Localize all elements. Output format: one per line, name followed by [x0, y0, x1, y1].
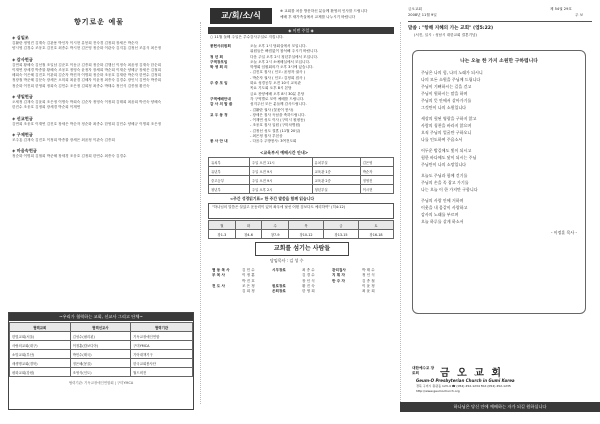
- offerings-title: 향기로운 예물: [74, 18, 125, 26]
- news-text: 학생회 임원회의가 오후 3시에 있습니다.: [250, 65, 314, 70]
- poem-box: [412, 50, 586, 314]
- poem-line: 사람의 칭찬을 바라지 않으며: [421, 123, 472, 128]
- table-row: [209, 158, 394, 167]
- reading-range: 창13-15: [324, 230, 359, 239]
- website: http://www.geumochurch.org: [416, 389, 460, 393]
- news-label: 학 생 회 의: [210, 65, 228, 70]
- news-label: 구역장모임: [210, 59, 228, 64]
- table-cell: 평화교회(강원): [10, 368, 71, 377]
- table-cell: 주일 오후 2시: [249, 185, 312, 194]
- reading-range: 창1-3: [209, 230, 236, 239]
- poem-line: 그것만이 나의 소원입니다: [421, 105, 467, 110]
- table-row: [209, 185, 394, 194]
- news-text: 목요 기도회 오후 8시 본당: [250, 86, 292, 91]
- reading-day: 월: [209, 221, 236, 230]
- table-cell: 박민수(태국): [70, 350, 131, 359]
- section-line: 김연희 조웅호 이재연 김진호 장세은 박순자 정순화 최종수 한영희 김민수 양혜규 이명희 조은정: [12, 121, 162, 126]
- partners-box: [8, 312, 194, 410]
- news-text: - 다음주 주방봉사: 3여전도회: [250, 139, 297, 144]
- staff-cell: [332, 289, 362, 294]
- table-cell: 청년부: [209, 185, 250, 194]
- news-title: 교/회/소/식: [210, 8, 272, 24]
- table-row: [10, 359, 193, 368]
- sermon-title: 말씀 : "항해 지혜의 가는 교회" (엡5:22): [408, 26, 494, 31]
- table-cell: 정영진: [360, 176, 393, 185]
- address: 경북 구미시 원평동 123-4 ☎ (054) 452-1234 FAX (054) 452-1235: [416, 384, 511, 388]
- table-cell: 소망교회(부산): [10, 350, 71, 359]
- table-cell: 유치부실: [312, 158, 360, 167]
- week-bar: ◈ 이번 주일 ◈: [208, 27, 394, 34]
- section-head: ◈ 십일조: [12, 35, 29, 40]
- news-label: 교 우 동 정: [210, 112, 228, 117]
- staff-cell: 반 주 자: [332, 278, 345, 283]
- staff-cell: 시무장로: [272, 268, 286, 272]
- table-cell: 조영식(인도): [70, 368, 131, 377]
- poem-line: 감사의 노래를 부르며: [421, 212, 459, 217]
- table-cell: 교육관 2층: [312, 176, 360, 185]
- reading-day: 토: [358, 221, 393, 230]
- poem-title: 나는 오늘 한 가지 소원만 구하렵니다: [460, 59, 538, 64]
- poem-line: 주님의 뜻 안에서 살아가기를: [421, 98, 472, 103]
- news-label: 구역예배안내: [210, 96, 231, 101]
- staff-cell: 김 민 수: [242, 268, 255, 272]
- section-head: ◈ 감사헌금: [12, 56, 33, 62]
- table-cell: 교육관 1층: [312, 167, 360, 176]
- table-cell: 이정훈(캄보디아): [70, 341, 131, 350]
- news-text: 화요 성경공부 오전 10시 교육관: [250, 81, 301, 86]
- news-text: 각 구역별로 모여 예배를 드립니다.: [250, 96, 305, 101]
- schedule-table: [208, 157, 394, 194]
- poem-line: 주님이 기뻐하시는 길을 걷고: [421, 84, 472, 89]
- date-line: 2008년 11월 9일: [408, 13, 437, 17]
- poem-line: 오늘도 주님과 함께 걷기를: [421, 173, 468, 178]
- reading-range: 창4-6: [235, 230, 262, 239]
- poem-line: 주님만이 나의 소망입니다: [421, 162, 467, 167]
- table-cell: 중고등부: [209, 176, 250, 185]
- poem-line: 주님의 손을 꼭 잡고 가기를: [421, 180, 469, 185]
- table-cell: 월드비전: [131, 368, 193, 377]
- news-text: - 장세은 집사 득남을 축하드립니다.: [250, 112, 306, 117]
- poem-lines: [421, 69, 577, 236]
- reading-range: 창16-18: [358, 230, 393, 239]
- reading-day: 목: [289, 221, 324, 230]
- news-text: - 최은정 집사 부친상: [250, 134, 283, 139]
- section-head: ◈ 선교헌금: [12, 115, 33, 121]
- weekly-label: 주 보: [575, 13, 584, 17]
- schedule-note: <주간 성경읽기표> 한 주간 말씀을 함께 읽습니다: [230, 196, 314, 201]
- section-line: 이재연 장세경 박종률 황혜숙 조웅호 정영숙 윤정자 장세희 박순희 이재순 양혜규 장세은 김철희: [12, 67, 162, 72]
- section-line: 오세정 김재숙 김윤희 조은정 이명숙 박희숙 김순자 정영숙 이정희 김태희 최윤희 박진숙 양혜숙: [12, 100, 162, 105]
- staff-cell: 이 윤 정: [362, 283, 375, 288]
- table-cell: 주일 오전 9시: [249, 167, 312, 176]
- staff-cell: 박 태 수: [362, 268, 375, 272]
- staff-row: [212, 289, 396, 294]
- staff-cell: 원로장로: [272, 283, 286, 288]
- section-line: 조주홍 김재숙 김진호 이정희 박종률 장세은 최윤정 이관숙 김종희: [12, 137, 115, 142]
- news-item: [210, 139, 396, 144]
- table-cell: 유년부: [209, 167, 250, 176]
- news-text: 섬겨주신 모든 분들께 감사드립니다.: [250, 102, 307, 107]
- table-row: [10, 341, 193, 350]
- motto: 하나님은 당신 안에 예배하는 자가 되길 원하십니다: [453, 404, 547, 409]
- issue-number: 제 54권 29호: [550, 7, 572, 11]
- news-text: - 박순자 권사 ( 인도: 김정희 집사 ): [250, 75, 305, 80]
- poem-line: 이웃을 내 몸같이 사랑하고: [421, 205, 468, 210]
- table-row: [209, 176, 394, 185]
- poem-line: 주님의 사랑 안에 거하며: [421, 198, 464, 203]
- staff-cell: 조 은 정: [242, 283, 255, 288]
- poem-line: 험한 바다에도 닻이 되시는 주님: [421, 155, 477, 160]
- table-row: [10, 332, 193, 341]
- table-cell: 김성수(필리핀): [70, 332, 131, 341]
- table-cell: 주일 오전 11시: [249, 158, 312, 167]
- staff-sub: 담임목사 : 김 성 수: [270, 258, 304, 263]
- offerings-sections: [12, 30, 192, 160]
- news-text: - 이재연 성도 이사 (구미시 원평동): [250, 118, 305, 123]
- staff-cell: 황 진 숙: [302, 283, 315, 288]
- offerings-column: [0, 0, 200, 424]
- header-note: ※ 교회를 처음 방문하신 분들께 환영의 인사를 드립니다: [280, 9, 368, 13]
- church-block: [408, 364, 594, 394]
- section-line: 정장철 박준혜 김문숙 장세은 오미희 최윤경 김혜자 이윤정 최종숙 김경수 장인식 김연숙 박종희: [12, 78, 162, 83]
- section-line: 양시영 김경수 조웅호 김진호 최종수 박시현 김은영 정순화 이관숙 김지흥 김정선 조흥식 최은정: [12, 46, 162, 51]
- table-cell: 기독교장애인연합: [131, 332, 193, 341]
- poem-line: 어두운 밤길에도 빛이 되시고: [421, 148, 472, 153]
- partners-table: [9, 322, 193, 377]
- reading-day: 금: [324, 221, 359, 230]
- header-note: 예배 후 새가족실에서 교제를 나누시기 바랍니다: [280, 15, 356, 19]
- staff-cell: 관리집사: [332, 268, 346, 272]
- col-header: 협력선교사: [70, 323, 131, 332]
- staff-cell: 김 종 철: [362, 278, 375, 283]
- news-label: 청 년 회: [210, 54, 223, 59]
- section-line: 김활란 정영진 김계숙 김관용 박인자 이시현 유봉희 전숙경 김정희 장세은 박순자: [12, 41, 138, 45]
- table-cell: 구미YMCA: [131, 341, 193, 350]
- news-text: - 김정선 성도 결혼 (11월 20일): [250, 128, 301, 133]
- staff-cell: 부 목 사: [212, 273, 225, 278]
- table-row: [10, 368, 193, 377]
- table-cell: 정은혜(몽골): [70, 359, 131, 368]
- partners-note: 협력기관: 기독교장애인연합회 | 구미YMCA: [68, 381, 134, 385]
- news-label: 주 중 모 임: [210, 81, 228, 86]
- staff-cell: 정 인 식: [362, 273, 375, 278]
- section-head: ◈ 마음속헌금: [12, 148, 37, 154]
- week-line: ○ 11월 둘째 주일은 추수감사주일로 지킵니다.: [210, 35, 284, 39]
- staff-cell: 은퇴장로: [272, 289, 286, 294]
- poem-line: 나를 인도하여 주옵소서: [421, 137, 463, 142]
- poem-line: 주님이 원하시는 말을 하며: [421, 91, 468, 96]
- news-text: 오늘 오후 1시 당회실에서 모입니다.: [250, 44, 307, 48]
- staff-cell: 최 윤 희: [362, 289, 375, 294]
- table-cell: 유치부: [209, 158, 250, 167]
- news-list: [210, 44, 396, 145]
- news-text: - 김활란 권사 (꽃꽂이 봉사): [250, 107, 294, 112]
- table-cell: 새생명교회(경북): [10, 359, 71, 368]
- verse-box: [208, 203, 394, 219]
- poem-line: - 이정훈 목사 -: [550, 230, 577, 235]
- news-label: 감 사 의 말 씀: [210, 102, 233, 107]
- reading-table: [208, 220, 394, 239]
- section-line: 정순화 이진희 한영희 정희숙 김민수 조은정 김희정 최종수 박태수 정인식 김종철 황진숙: [12, 83, 150, 88]
- poem-line: 주님은 나의 힘, 나의 노래가 되시니: [421, 70, 483, 75]
- reading-day: 화: [235, 221, 262, 230]
- poem-line: 나의 모든 소원을 주님께 드립니다: [421, 77, 481, 82]
- rule: [408, 21, 592, 22]
- bottom-bar: [400, 402, 600, 412]
- sermon-sub: (서진, 일시 : 성남시 대한교회 결혼기념): [414, 33, 477, 37]
- church-english: Geum-O Presbyterian Church in Gumi Korea: [416, 378, 515, 383]
- news-column: [200, 0, 400, 424]
- reading-day: 수: [262, 221, 289, 230]
- verse-text: "하나님의 말씀은 살았고 운동력이 있어 좌우에 날선 어떤 검보다도 예리하여" (히4:12): [212, 205, 346, 209]
- table-cell: 사랑의교회(대구): [10, 341, 71, 350]
- poem-line: 세상의 헛된 영광을 구하지 않고: [421, 116, 477, 121]
- section-head: ◈ 구제헌금: [12, 131, 33, 137]
- news-text: 금요 찬양예배 오후 8시 30분 본당: [250, 91, 305, 96]
- news-text: 위원들은 빠짐없이 참석해 주시기 바랍니다.: [250, 49, 319, 54]
- poem-line: 나는 오늘 이 한 가지만 구합니다: [421, 187, 478, 192]
- staff-cell: 지 휘 자: [332, 273, 345, 278]
- col-header: 협력기관: [131, 323, 193, 332]
- denomination: 대한예수교 장로회: [412, 366, 435, 375]
- section-line: 정순화 이명희 김철희 박준혜 장세경 조웅호 김정희 한연수 최종숙 김경수: [12, 154, 127, 159]
- col-header: 협력교회: [10, 323, 71, 332]
- news-text: 오늘 오후 2시 소예배실에서 모입니다.: [250, 59, 311, 64]
- staff-title: 교회를 섬기는 사람들: [255, 242, 349, 256]
- news-label: 봉 사 안 내: [210, 139, 228, 144]
- news-text: - 김진호 집사 ( 인도: 윤정자 권사 ): [250, 70, 305, 75]
- table-cell: 청년부실: [312, 185, 360, 194]
- staff-cell: 협 동 목 사: [212, 268, 230, 272]
- table-cell: 박순자: [360, 167, 393, 176]
- table-cell: 한빛교회(서울): [10, 332, 71, 341]
- section-head: ◈ 생일헌금: [12, 94, 33, 100]
- table-cell: 기아대책기구: [131, 350, 193, 359]
- table-row: [10, 350, 193, 359]
- section-line: 배희숙 이은혜 김진호 이관희 김순자 박진자 이명희 정순화 조웅호 김재란 박순자 한연수 김정희: [12, 73, 162, 78]
- staff-cell: 최 종 수: [302, 268, 315, 272]
- poem-line: 오늘 하루를 살게 하소서: [421, 219, 464, 224]
- staff-cell: 전 도 사: [212, 283, 225, 288]
- staff-list: [212, 268, 396, 294]
- staff-cell: 김 경 수: [302, 273, 315, 278]
- news-text: - 조웅호 집사 입원 (구미차병원): [250, 123, 301, 128]
- poem-line: 오직 주님의 얼굴만 구하오니: [421, 130, 472, 135]
- table-cell: 주일 오전 9시: [249, 176, 312, 185]
- partners-title: ~우리가 협력하는 교회, 선교사 그리고 단체~: [9, 313, 193, 321]
- section-line: 김연희 황혜숙 김선철 조일남 김준호 이동규 김종희 정순화 김행신 이정숙 최윤정 김재숙 한순희: [12, 62, 162, 67]
- schedule-title: <교육부서 예배시간 안내>: [260, 150, 309, 155]
- reading-range: 창7-9: [262, 230, 289, 239]
- staff-cell: 이 정 훈: [242, 273, 255, 278]
- staff-cell: 김 희 정: [242, 289, 255, 294]
- news-text: 다음 주일 오후 2시 청년부실에서 모입니다.: [250, 54, 319, 59]
- church-name: 금 오 교 회: [440, 368, 504, 379]
- section-line: 한진수 조웅호 김정희 장세경 박순희 이재연: [12, 105, 81, 110]
- staff-cell: 박 진 호: [242, 278, 255, 283]
- table-cell: 김은영: [360, 158, 393, 167]
- cover-column: [400, 0, 600, 424]
- church-label: 금오교회: [408, 7, 422, 11]
- staff-cell: 한 영 희: [302, 289, 315, 294]
- news-label: 봉헌사위원회: [210, 44, 231, 48]
- reading-range: 창10-12: [289, 230, 324, 239]
- table-cell: 이시현: [360, 185, 393, 194]
- staff-cell: [212, 289, 242, 294]
- staff-cell: 장 인 식: [302, 278, 315, 283]
- table-row: [209, 167, 394, 176]
- table-cell: 한국교회봉사단: [131, 359, 193, 368]
